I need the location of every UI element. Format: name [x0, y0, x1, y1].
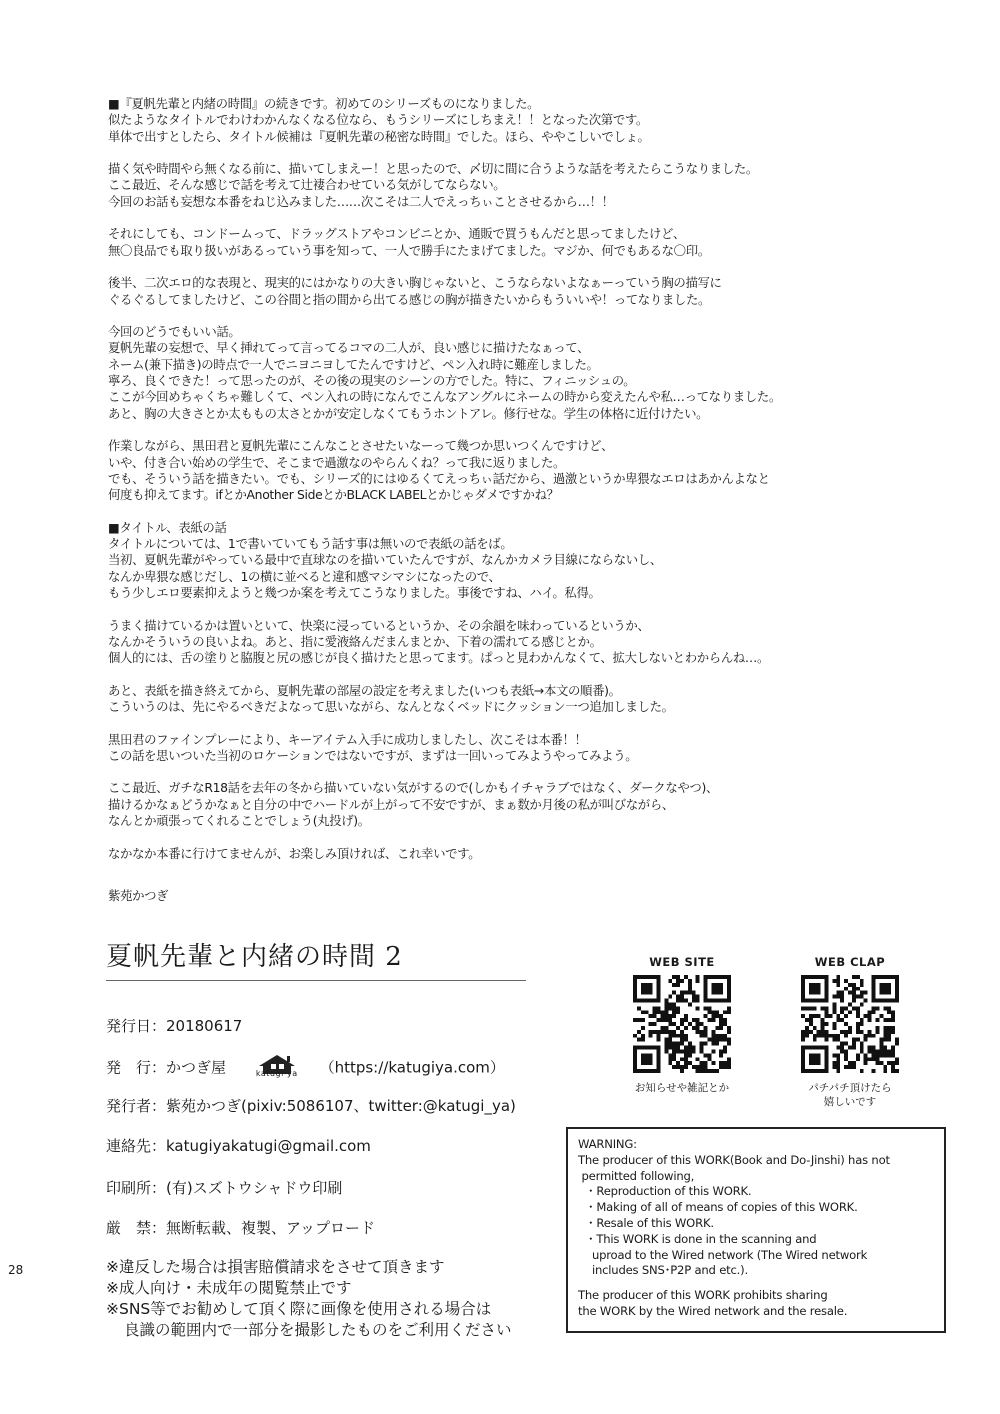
- warning-line: The producer of this WORK(Book and Do-Jinshi) has not: [578, 1152, 890, 1167]
- afterword-paragraph: 作業しながら、黒田君と夏帆先輩にこんなことさせたいなーって幾つか思いつくんですけど、 いや、付き合い始めの学生で、そこまで過激なのやらんくね？って我に返りました。 でも、そういう話を描きたい。でも、シリーズ的にはゆるくてえっちぃ話だから、過激というか卑猥なエロはあかんよなと 何度も抑えてます。ifとかAnother SideとかBLACK LABELとかじゃダメですかね？: [108, 438, 770, 503]
- house-logo-icon: [249, 1052, 305, 1084]
- webclap-qr-code-icon[interactable]: [801, 975, 899, 1073]
- title-divider: [106, 980, 526, 981]
- legal-note: ※成人向け・未成年の閲覧禁止です: [106, 1279, 352, 1297]
- website-qr-code-icon[interactable]: [633, 975, 731, 1073]
- afterword-paragraph: 描く気や時間やら無くなる前に、描いてしまえー！と思ったので、〆切に間に合うような話を考えたらこうなりました。 ここ最近、そんな感じで話を考えて辻褄合わせている気がしてならない。 今回のお話も妄想な本番をねじ込みました……次こそは二人でえっちぃことさせるから…！！: [108, 161, 758, 209]
- webclap-qr-block[interactable]: [784, 955, 916, 1109]
- publisher-label: 発 行：かつぎ屋: [106, 1058, 227, 1077]
- afterword-paragraph: なかなか本番に行けてませんが、お楽しみ頂ければ、これ幸いです。: [108, 845, 481, 861]
- warning-line: ・Making of all of means of copies of this WORK.: [578, 1200, 858, 1215]
- publish-date: 発行日：20180617: [106, 1017, 243, 1035]
- warning-line: ・This WORK is done in the scanning and: [578, 1231, 817, 1246]
- copyright-warning-box: [566, 1127, 946, 1333]
- afterword-paragraph: 今回のどうでもいい話。 夏帆先輩の妄想で、早く挿れてって言ってるコマの二人が、良い感じに描けたなぁって、 ネーム(兼下描き)の時点で一人でニヨニヨしてたんですけど、ペン入れ時に難産しました。 寧ろ、良くできた！って思ったのが、その後の現実のシーンの方でした。特に、フィニッシュの。 ここが今回めちゃくちゃ難しくて、ペン入れの時になんでこんなアングルにネームの時から変えたんや私…ってなりました。 あと、胸の大きさとか太ももの太さとかが安定しなくてもうホントアレ。修行せな。学生の体格に近付けたい。: [108, 324, 781, 421]
- publisher-row: [106, 1052, 505, 1084]
- website-qr-label: WEB SITE: [649, 955, 715, 969]
- book-title: 夏帆先輩と内緒の時間 2: [106, 942, 403, 972]
- afterword-paragraph: 後半、二次エロ的な表現と、現実的にはかなりの大きい胸じゃないと、こうならないよなぁーっていう胸の描写に ぐるぐるしてましたけど、この谷間と指の間から出てる感じの胸が描きたいからもういいや！ってなりました。: [108, 275, 722, 307]
- afterword-paragraph: ■『夏帆先輩と内緒の時間』の続きです。初めてのシリーズものになりました。 似たようなタイトルでわけわかんなくなる位なら、もうシリーズにしちまえ！！となった次第です。 単体で出すとしたら、タイトル候補は『夏帆先輩の秘密な時間』でした。ほら、ややこしいでしょ。: [108, 96, 650, 144]
- warning-gap: [578, 1279, 934, 1288]
- warning-line: ・Resale of this WORK.: [578, 1215, 714, 1230]
- page-number: 28: [8, 1263, 24, 1277]
- afterword-paragraph: うまく描けているかは置いといて、快楽に浸っているというか、その余韻を味わっているというか、 なんかそういうの良いよね。あと、指に愛液絡んだまんまとか、下着の濡れてる感じとか。 個人的には、舌の塗りと脇腹と尻の感じが良く描けたと思ってます。ぱっと見わかんなくて、拡大しないとわからんね…。: [108, 617, 769, 666]
- website-qr-block[interactable]: [616, 955, 748, 1095]
- legal-note: 良識の範囲内で一部分を撮影したものをご利用ください: [124, 1321, 512, 1339]
- legal-note: ※違反した場合は損害賠償請求をさせて頂きます: [106, 1258, 445, 1276]
- author-signature: 紫苑かつぎ: [108, 887, 169, 903]
- publisher-url[interactable]: （https://katugiya.com）: [319, 1058, 505, 1077]
- afterword-paragraph: ここ最近、ガチなR18話を去年の冬から描いていない気がするので(しかもイチャラブではなく、ダークなやつ)、 描けるかなぁどうかなぁと自分の中でハードルが上がって不安ですが、まぁ数か月後の私が叫びながら、 なんとか頑張ってくれることでしょう(丸投げ)。: [108, 780, 718, 829]
- contact-email: 連絡先：katugiyakatugi@gmail.com: [106, 1137, 371, 1155]
- afterword-paragraph: 黒田君のファインプレーにより、キーアイテム入手に成功しましたし、次こそは本番！！ この話を思いついた当初のロケーションではないですが、まずは一回いってみようやってみよう。: [108, 731, 638, 763]
- webclap-qr-label: WEB CLAP: [814, 955, 886, 969]
- warning-line: ・Reproduction of this WORK.: [578, 1184, 752, 1199]
- legal-note: ※SNS等でお勧めして頂く際に画像を使用される場合は: [106, 1300, 492, 1318]
- warning-line: uproad to the Wired network (The Wired network: [578, 1247, 868, 1262]
- afterword-paragraph: ■タイトル、表紙の話 タイトルについては、1で書いていてもう話す事は無いので表紙の話をば。 当初、夏帆先輩がやっている最中で直球なのを描いていたんですが、なんかカメラ目線にならないし、 なんか卑猥な感じだし、1の横に並べると違和感マシマシになったので、 もう少しエロ要素抑えようと幾つか案を考えてこうなりました。事後ですね、ハイ。私得。: [108, 519, 662, 600]
- logo-caption: katugi-ya: [255, 1069, 298, 1078]
- warning-footer-line: the WORK by the Wired network and the resale.: [578, 1303, 848, 1318]
- prohibition-notice: 厳 禁：無断転載、複製、アップロード: [106, 1219, 375, 1237]
- webclap-qr-caption: パチパチ頂けたら: [808, 1082, 892, 1094]
- warning-heading: WARNING:: [578, 1137, 637, 1151]
- afterword-text: [108, 96, 968, 921]
- afterword-paragraph: それにしても、コンドームって、ドラッグストアやコンビニとか、通販で買うもんだと思ってましたけど、 無〇良品でも取り扱いがあるっていう事を知って、一人で勝手にたまげてました。マジか、何でもあるな〇印。: [108, 226, 710, 258]
- warning-line: permitted following,: [578, 1168, 695, 1183]
- issuer-info: 発行者：紫苑かつぎ(pixiv:5086107、twitter:@katugi_ya): [106, 1097, 516, 1115]
- afterword-paragraph: あと、表紙を描き終えてから、夏帆先輩の部屋の設定を考えました(いつも表紙→本文の順番)。 こういうのは、先にやるべきだよなって思いながら、なんとなくベッドにクッション一つ追加しました。: [108, 682, 674, 714]
- printer-info: 印刷所：(有)スズトウシャドウ印刷: [106, 1179, 343, 1197]
- warning-footer-line: The producer of this WORK prohibits sharing: [578, 1288, 828, 1303]
- webclap-qr-caption-2: 嬉しいです: [823, 1096, 877, 1108]
- legal-notes: [106, 1257, 566, 1341]
- warning-line: includes SNS･P2P and etc.).: [578, 1263, 748, 1278]
- website-qr-caption: お知らせや雑記とか: [634, 1082, 730, 1094]
